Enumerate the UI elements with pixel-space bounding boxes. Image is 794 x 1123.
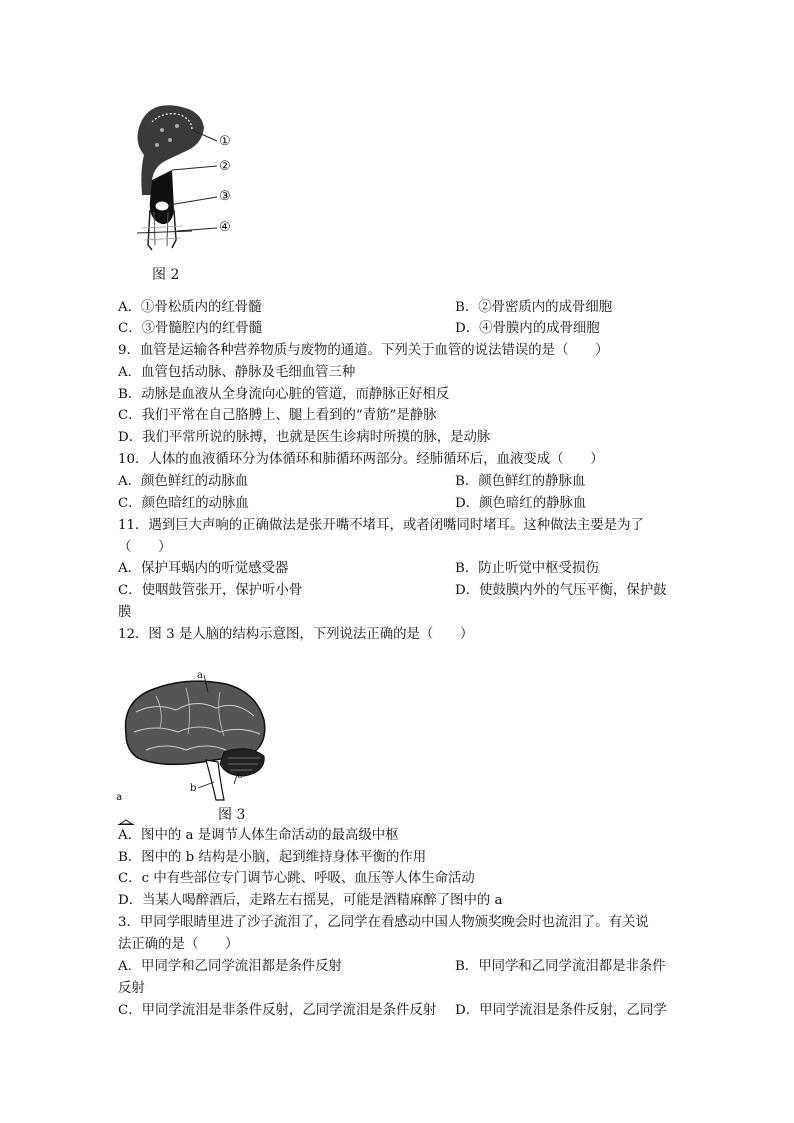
- fig2-label-3: ③: [219, 189, 231, 204]
- q13-option-b-cont: 反射: [118, 981, 145, 996]
- q8-option-a: A．①骨松质内的红骨髓: [118, 300, 262, 315]
- q11-option-b: B．防止听觉中枢受损伤: [455, 561, 599, 576]
- q13-option-d: D．甲同学流泪是条件反射，乙同学: [455, 1003, 667, 1018]
- q10-option-b: B．颜色鲜红的静脉血: [455, 474, 586, 489]
- fig2-label-4: ④: [219, 220, 231, 235]
- q12-stem: 12．图 3 是人脑的结构示意图，下列说法正确的是（ ）: [118, 627, 474, 642]
- fig3-stray-label: a: [116, 792, 123, 803]
- q11-option-a: A．保护耳蜗内的听觉感受器: [118, 561, 289, 576]
- q9-option-a: A．血管包括动脉、静脉及毛细血管三种: [118, 365, 356, 380]
- q9-stem: 9．血管是运输各种营养物质与废物的通道。下列关于血管的说法错误的是（ ）: [118, 343, 609, 358]
- figure2-caption: 图 2: [152, 267, 180, 283]
- q13-option-c: C．甲同学流泪是非条件反射，乙同学流泪是条件反射: [118, 1003, 437, 1018]
- fig3-label-b: b: [190, 783, 197, 794]
- q10-option-d: D．颜色暗红的静脉血: [455, 496, 587, 511]
- q8-option-c: C．③骨髓腔内的红骨髓: [118, 321, 263, 336]
- fig3-label-a: a: [197, 670, 203, 681]
- brain-structure-figure: [116, 672, 276, 824]
- figure3-caption: 图 3: [218, 807, 246, 823]
- fig2-label-2: ②: [219, 159, 231, 174]
- q13-stem: 3．甲同学眼睛里进了沙子流泪了，乙同学在看感动中国人物颁奖晚会时也流泪了。有关说: [118, 915, 649, 930]
- fig3-label-c: c: [237, 770, 243, 781]
- q12-option-a: A．图中的 a 是调节人体生命活动的最高级中枢: [118, 828, 399, 843]
- q11-stem-cont: （ ）: [118, 540, 172, 555]
- q11-option-d-cont: 膜: [118, 605, 132, 620]
- q12-option-d: D．当某人喝醉酒后，走路左右摇晃，可能是酒精麻醉了图中的 a: [118, 893, 503, 908]
- triangle-mark-icon: [118, 810, 134, 816]
- q13-option-b: B．甲同学和乙同学流泪都是非条件: [455, 959, 666, 974]
- q13-stem-cont: 法正确的是（ ）: [118, 937, 239, 952]
- q10-stem: 10．人体的血液循环分为体循环和肺循环两部分。经肺循环后，血液变成（ ）: [118, 452, 604, 467]
- q11-option-d: D．使鼓膜内外的气压平衡，保护鼓: [455, 583, 667, 598]
- bone-shaft: [150, 170, 174, 224]
- q11-stem: 11．遇到巨大声响的正确做法是张开嘴不堵耳，或者闭嘴同时堵耳。这种做法主要是为了: [118, 518, 644, 533]
- fig2-label-1: ①: [219, 134, 231, 149]
- q10-option-a: A．颜色鲜红的动脉血: [118, 474, 249, 489]
- q12-option-b: B．图中的 b 结构是小脑，起到维持身体平衡的作用: [118, 850, 427, 865]
- q9-option-c: C．我们平常在自己胳膊上、腿上看到的“青筋”是静脉: [118, 408, 437, 423]
- q12-option-c: C．c 中有些部位专门调节心跳、呼吸、血压等人体生命活动: [118, 871, 475, 886]
- q10-option-c: C．颜色暗红的动脉血: [118, 496, 249, 511]
- q11-option-c: C．使咽鼓管张开，保护听小骨: [118, 583, 303, 598]
- q8-option-b: B．②骨密质内的成骨细胞: [455, 300, 613, 315]
- q9-option-d: D．我们平常所说的脉搏，也就是医生诊病时所摸的脉，是动脉: [118, 430, 491, 445]
- q13-option-a: A．甲同学和乙同学流泪都是条件反射: [118, 959, 342, 974]
- bone-structure-figure: [122, 100, 252, 285]
- q8-option-d: D．④骨膜内的成骨细胞: [455, 321, 600, 336]
- q9-option-b: B．动脉是血液从全身流向心脏的管道，而静脉正好相反: [118, 387, 450, 402]
